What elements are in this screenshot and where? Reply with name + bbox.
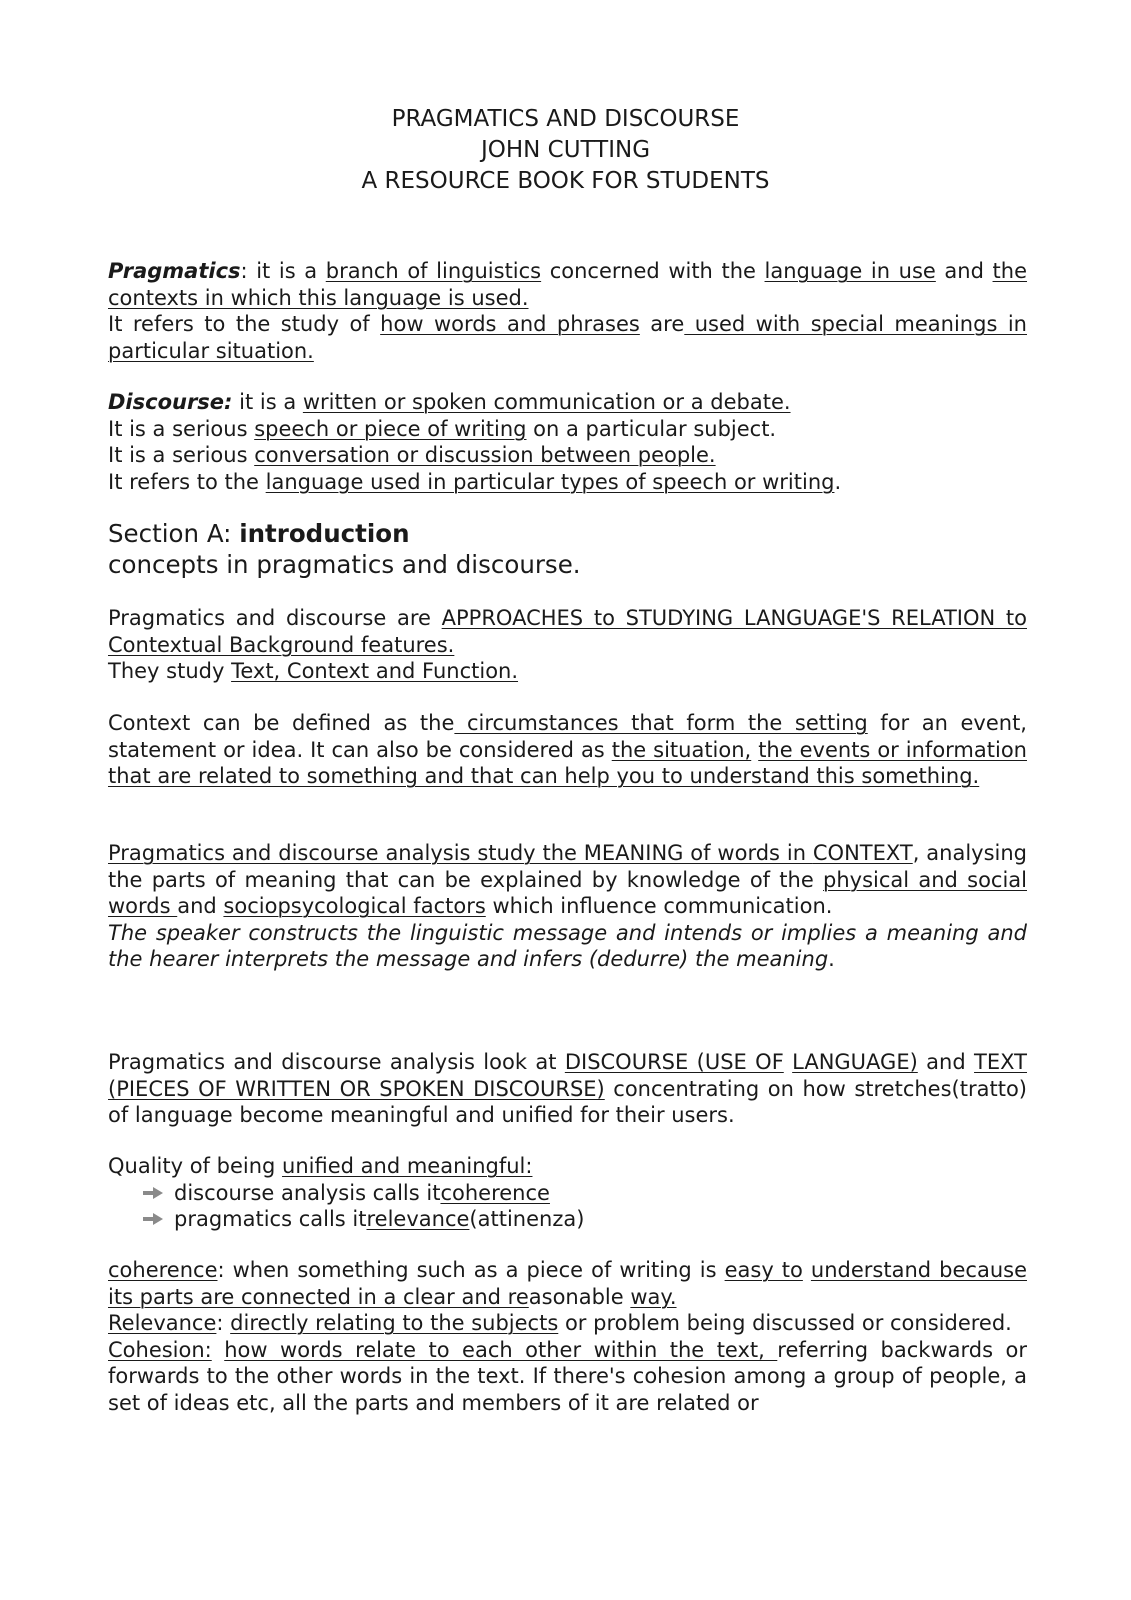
text: on a particular subject. (526, 416, 777, 441)
section-subtitle: concepts in pragmatics and discourse. (108, 550, 581, 579)
discourse-definition (108, 389, 1027, 495)
underlined-text: how words relate to each other within the text, (224, 1337, 778, 1362)
underlined-text: APPROACHES to STUDYING LANGUAGE'S RELATION to Contextual Background features. (108, 606, 1027, 657)
document-title-block (0, 104, 1131, 197)
underlined-text: language used in particular types of speech or writing (265, 469, 835, 494)
underlined-text: physical and social words (108, 867, 1027, 918)
underlined-text: way. (630, 1284, 677, 1309)
meaning-paragraph (108, 840, 1027, 973)
text: : when something such as a piece of writing is (217, 1258, 725, 1282)
section-title-bold: introduction (239, 519, 410, 548)
text (784, 1050, 792, 1074)
underlined-text: unified and meaningful: (282, 1154, 533, 1178)
title-line-2-author: JOHN CUTTING (480, 137, 651, 163)
text: . (828, 947, 835, 971)
underlined-text: circumstances that form the setting (454, 711, 868, 735)
underlined-text: language in use (764, 259, 936, 283)
text: referring backwards or forwards to the other words in the text. If there's cohesion among a group of people, a set of ideas etc, all the parts and members of it are related or (108, 1337, 1027, 1415)
text: and (177, 894, 224, 918)
italic-text: The speaker constructs the linguistic message and intends or implies a meaning and the hearer interprets the message and infers (dedurre) the meaning (108, 920, 1027, 971)
text: (attinenza) (469, 1207, 585, 1231)
context-paragraph (108, 710, 1027, 790)
text: : it is a (240, 259, 326, 283)
section-prefix: Section A: (108, 519, 240, 548)
text: are (639, 312, 685, 336)
underlined-text: the events or information that are related to something and that can help you to understand this something. (108, 737, 1027, 788)
underlined-text: the contexts in which this language is used. (108, 259, 1028, 310)
text: discourse analysis calls it (174, 1180, 441, 1205)
title-line-1: PRAGMATICS AND DISCOURSE (391, 106, 740, 132)
underlined-text: LANGUAGE) (792, 1050, 918, 1074)
text: and (917, 1050, 975, 1074)
underlined-text: branch of linguistics (325, 259, 542, 283)
underlined-text: Pragmatics and discourse analysis study the MEANING of words in (108, 841, 813, 865)
text: It is a serious (108, 443, 255, 467)
bullet-list (108, 1180, 1027, 1233)
underlined-text: speech or piece of writing (254, 416, 527, 441)
text: or problem being discussed or considered. (558, 1311, 1012, 1335)
arrow-bullet-icon (142, 1212, 164, 1226)
discourse-term: Discourse: (108, 390, 233, 414)
text: Pragmatics and discourse analysis look at (108, 1050, 565, 1074)
text: They study (108, 659, 232, 683)
underlined-text: easy to (724, 1258, 803, 1282)
underlined-text: directly relating to the subjects (230, 1311, 559, 1335)
text (803, 1258, 811, 1282)
cohesion-term: Cohesion: (108, 1337, 212, 1362)
section-heading (108, 518, 1027, 580)
text: It refers to the (108, 469, 266, 494)
text: concerned with the (541, 259, 765, 283)
text: concentrating on how stretches(tratto) of language become meaningful and unified for their users. (108, 1076, 1027, 1127)
underlined-text: DISCOURSE (USE OF (564, 1050, 784, 1074)
text: , analysing the parts of meaning that can be explained by knowledge of the (108, 841, 1027, 892)
underlined-text: the situation, (611, 737, 752, 762)
title-line-3-subtitle: A RESOURCE BOOK FOR STUDENTS (361, 168, 770, 194)
text: it is a (232, 390, 303, 414)
text: . (834, 469, 842, 494)
arrow-bullet-icon (142, 1186, 164, 1200)
text (212, 1338, 224, 1362)
text: which influence communication. (485, 894, 833, 918)
pragmatics-term: Pragmatics (108, 259, 241, 283)
underlined-text: relevance (366, 1207, 470, 1231)
underlined-text: written or spoken communication or a debate. (302, 390, 791, 414)
quality-paragraph (108, 1153, 1027, 1233)
text: : (216, 1311, 231, 1335)
list-item (142, 1180, 1027, 1207)
text: for an event, statement or idea. It can also be considered as (108, 711, 1027, 762)
text: Quality of being (108, 1154, 283, 1178)
underlined-text: how words and phrases (380, 312, 640, 336)
text: pragmatics calls it (174, 1207, 367, 1231)
pragmatics-definition (108, 258, 1027, 364)
text: It refers to the study of (108, 312, 381, 336)
definitions-paragraph (108, 1257, 1027, 1416)
approaches-paragraph (108, 605, 1027, 685)
underlined-text: understand because its parts are connected in a clear and re (108, 1258, 1027, 1309)
text: Pragmatics and discourse are (108, 606, 442, 630)
text: and (935, 259, 993, 283)
underlined-text: sociopsycological factors (223, 894, 486, 918)
list-item (142, 1206, 1027, 1233)
underlined-text: used with special meanings in particular situation. (108, 312, 1027, 363)
underlined-text: Text, Context and Function. (231, 659, 519, 683)
look-at-paragraph (108, 1049, 1027, 1129)
text: It is a serious (108, 416, 255, 441)
underlined-text: CONTEXT (812, 841, 913, 865)
underlined-text: conversation or discussion between people. (254, 443, 716, 467)
coherence-term: coherence (108, 1258, 218, 1282)
relevance-term: Relevance (108, 1311, 217, 1335)
text: Context can be defined as the (108, 711, 455, 735)
text: asonable (528, 1284, 631, 1309)
underlined-text: TEXT (PIECES OF WRITTEN OR SPOKEN DISCOURSE) (108, 1050, 1027, 1101)
underlined-text: coherence (440, 1180, 550, 1205)
